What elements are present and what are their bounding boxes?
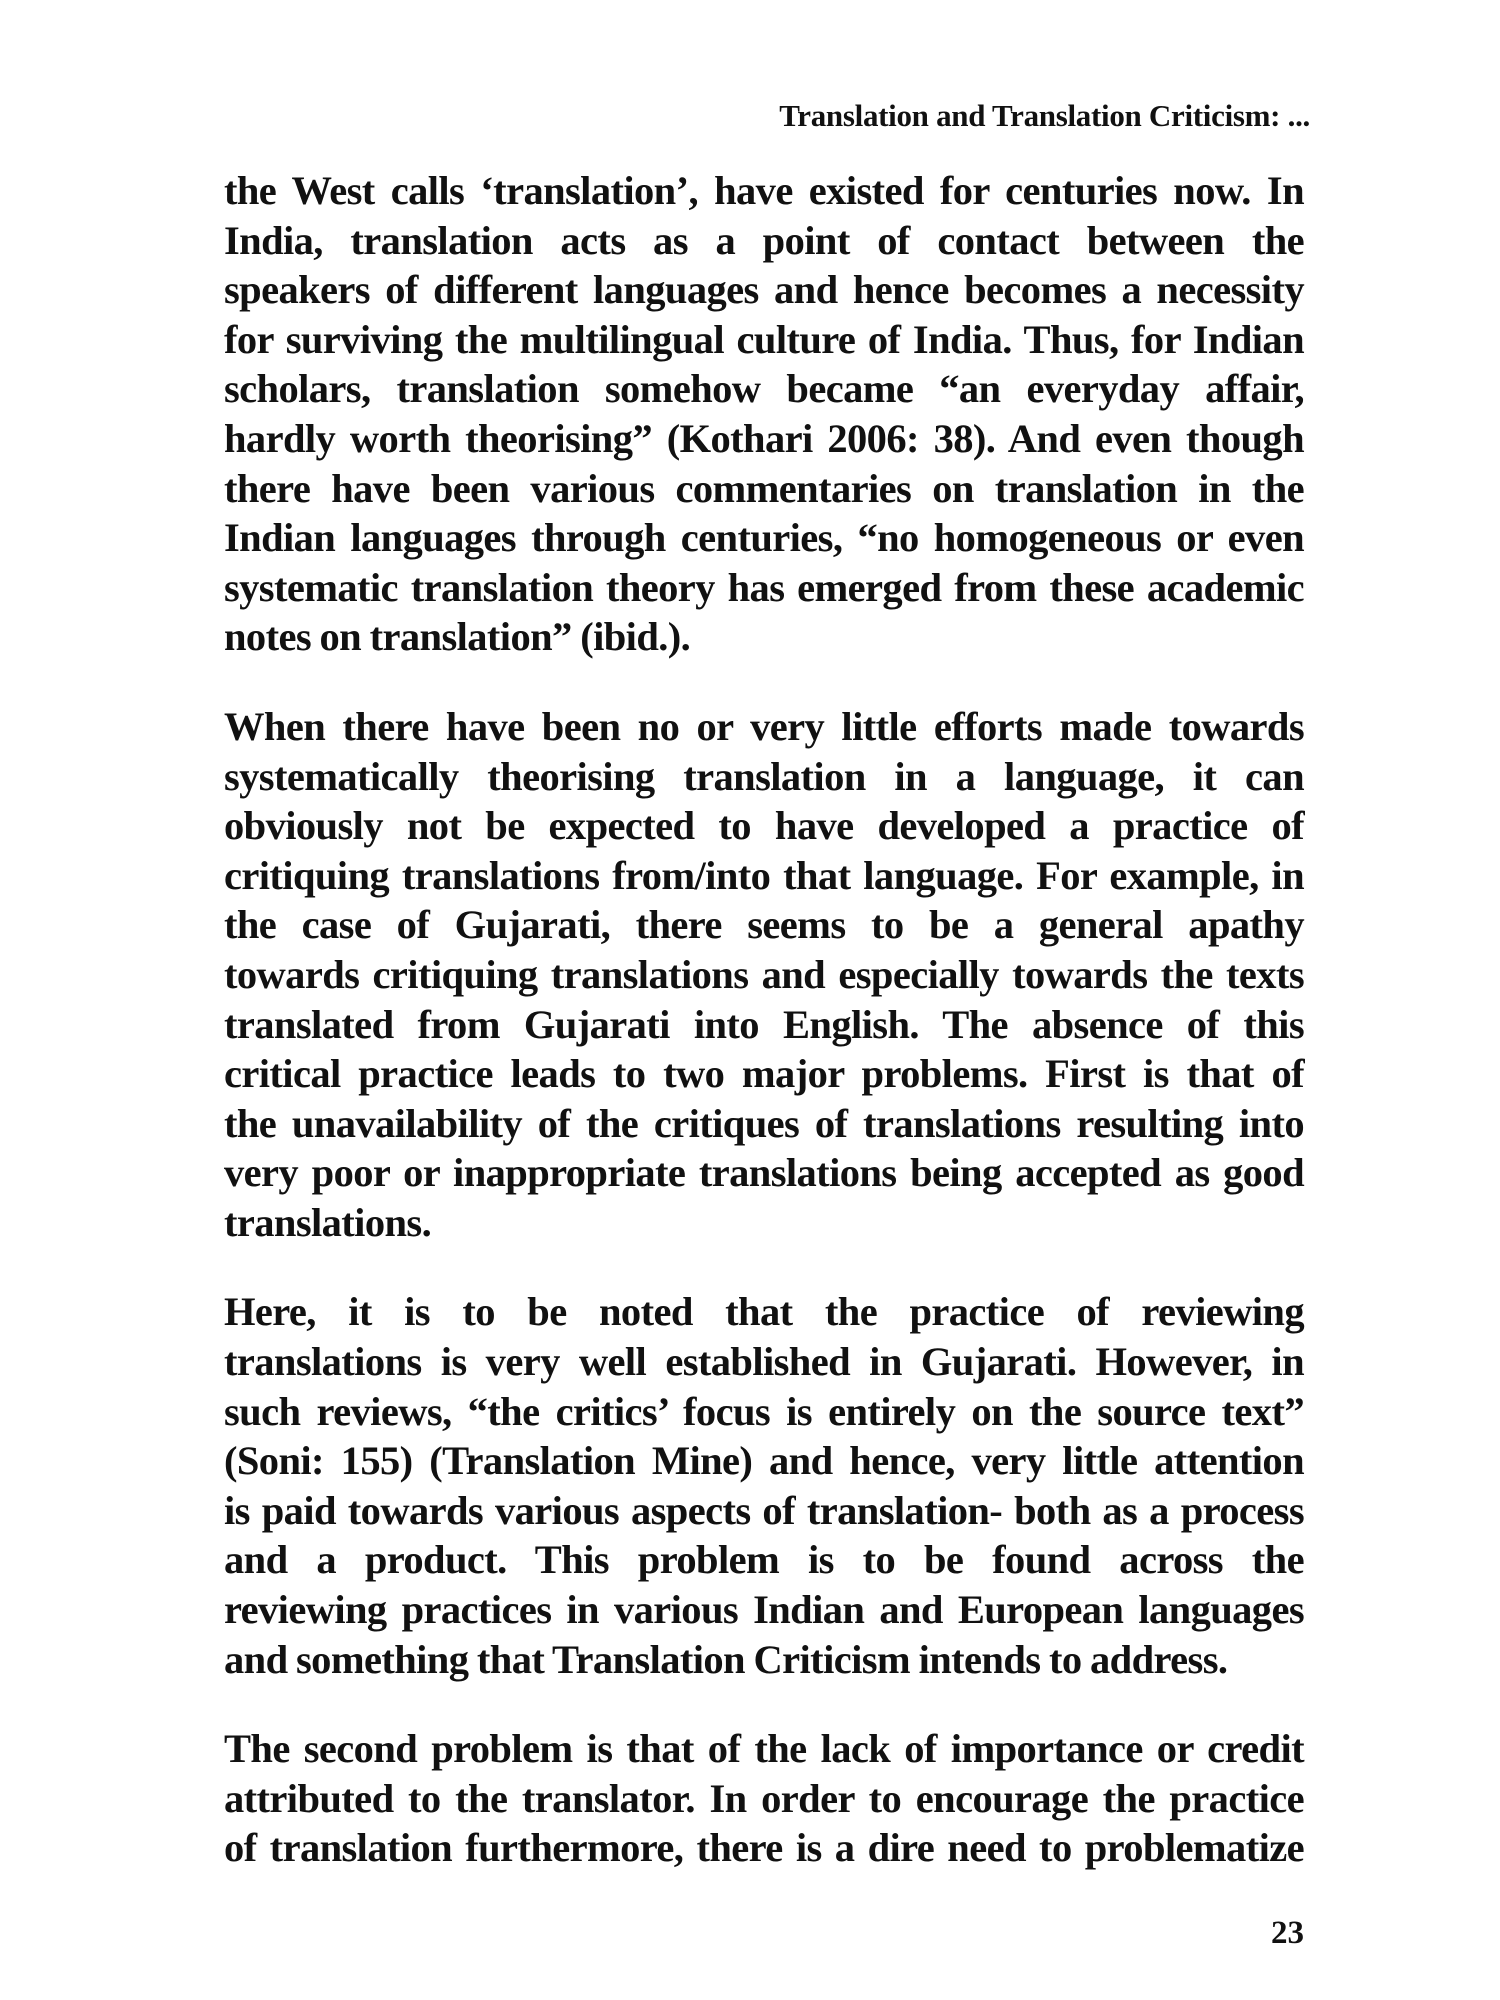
text-line: notes on translation” (ibid.). (224, 614, 691, 660)
text-line: hardly worth theorising” (Kothari 2006: 38). And even though (224, 415, 1304, 461)
text-line: such reviews, “the critics’ focus is entirely on the source text” (224, 1388, 1304, 1434)
text-line: speakers of different languages and hence becomes a necessity (224, 267, 1304, 313)
text-line: critiquing translations from/into that language. For example, in (224, 852, 1304, 898)
text-line: systematically theorising translation in a language, it can (224, 753, 1304, 799)
text-line: and a product. This problem is to be found across the (224, 1537, 1304, 1583)
text-line: translations is very well established in Gujarati. However, in (224, 1339, 1304, 1385)
text-line: of translation furthermore, there is a dire need to problematize (224, 1825, 1304, 1871)
text-line: critical practice leads to two major problems. First is that of (224, 1051, 1304, 1097)
page-number: 23 (1271, 1915, 1304, 1951)
text-line: the case of Gujarati, there seems to be a general apathy (224, 902, 1304, 948)
text-line: The second problem is that of the lack of importance or credit (224, 1726, 1304, 1772)
text-line: translated from Gujarati into English. The absence of this (224, 1001, 1304, 1047)
text-line: attributed to the translator. In order to encourage the practice (224, 1775, 1304, 1821)
text-line: reviewing practices in various Indian and European languages (224, 1587, 1304, 1633)
text-line: the West calls ‘translation’, have existed for centuries now. In (224, 168, 1304, 213)
text-line: scholars, translation somehow became “an everyday affair, (224, 366, 1304, 412)
text-line: for surviving the multilingual culture of India. Thus, for Indian (224, 316, 1304, 362)
paragraph-4 (224, 1724, 1304, 1873)
text-line: there have been various commentaries on translation in the (224, 465, 1304, 511)
paragraph-1 (224, 166, 1304, 662)
text-line: very poor or inappropriate translations being accepted as good (224, 1150, 1304, 1196)
paragraph-3 (224, 1287, 1304, 1684)
text-line: translations. (224, 1199, 432, 1245)
text-line: towards critiquing translations and especially towards the texts (224, 951, 1304, 997)
text-line: systematic translation theory has emerged from these academic (224, 564, 1304, 610)
body-text (224, 166, 1304, 1913)
text-line: and something that Translation Criticism intends to address. (224, 1636, 1228, 1682)
text-line: Indian languages through centuries, “no homogeneous or even (224, 515, 1304, 561)
running-header: Translation and Translation Criticism: ... (779, 98, 1310, 133)
text-line: India, translation acts as a point of contact between the (224, 217, 1304, 263)
paragraph-2 (224, 702, 1304, 1248)
text-line: the unavailability of the critiques of translations resulting into (224, 1100, 1304, 1146)
text-line: obviously not be expected to have developed a practice of (224, 803, 1304, 849)
text-line: Here, it is to be noted that the practice of reviewing (224, 1289, 1304, 1335)
text-line: (Soni: 155) (Translation Mine) and hence, very little attention (224, 1438, 1304, 1484)
text-line: When there have been no or very little efforts made towards (224, 703, 1304, 749)
text-line: is paid towards various aspects of translation- both as a process (224, 1487, 1304, 1533)
